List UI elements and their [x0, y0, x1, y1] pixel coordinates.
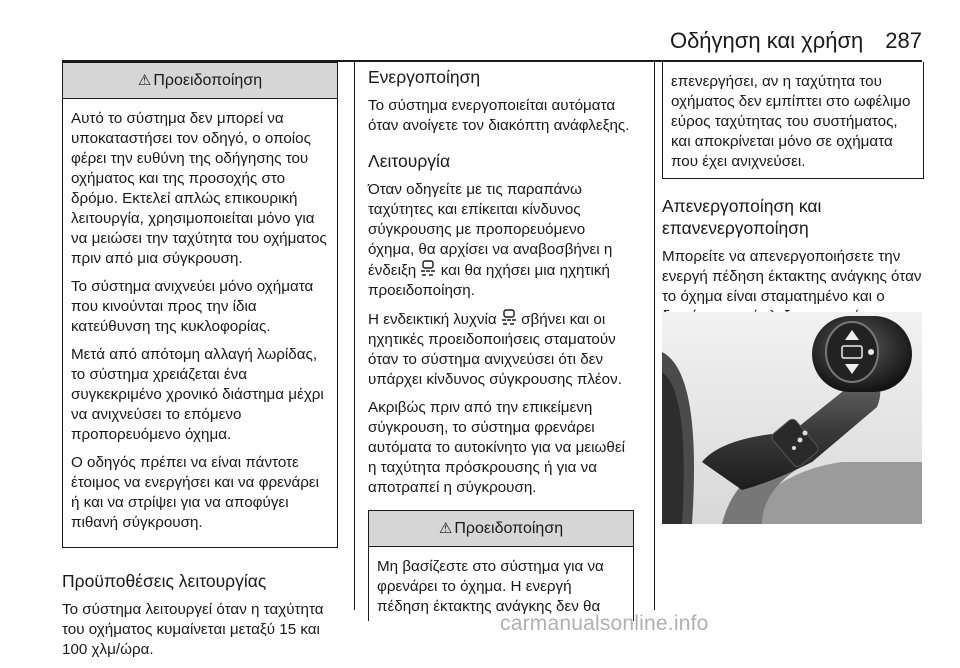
- warning-box: [62, 62, 338, 548]
- text-fragment: Όταν οδηγείτε με τις παραπάνω ταχύτητες και επίκειται κίνδυνος σύγκρουσης με προπορευόμενο όχημα, θα αρχίσει να αναβοσβήνει η ένδειξη: [368, 181, 613, 279]
- text-fragment: σβήνει και οι ηχητικές προειδοποιήσεις σταματούν όταν το σύστημα ανιχνεύσει ότι δεν υπάρχει κίνδυνος σύγκρουσης πλέον.: [368, 311, 622, 388]
- warning-body: [63, 99, 337, 547]
- warning-body: [369, 547, 633, 621]
- body-text: Το σύστημα λειτουργεί όταν η ταχύτητα του οχήματος κυμαίνεται μεταξύ 15 και 100 χλμ/ώρα.: [62, 601, 324, 658]
- warning-box-continued: [662, 62, 924, 179]
- warning-title: Προειδοποίηση: [153, 71, 263, 89]
- body-text: [368, 180, 634, 301]
- column-divider-1: [354, 62, 355, 610]
- section-heading: Ενεργοποίηση: [368, 67, 481, 87]
- warning-paragraph: Ο οδηγός πρέπει να είναι πάντοτε έτοιμος να ενεργήσει και να φρενάρει ή και να στρίψει για να αποφύγει πιθανή σύγκρουση.: [71, 454, 320, 531]
- collision-warning-icon: [420, 260, 436, 278]
- warning-header: [63, 63, 337, 99]
- page-number: 287: [885, 28, 922, 53]
- body-text: Μπορείτε να απενεργοποιήσετε την ενεργή πέδηση έκτακτης ανάγκης όταν το όχημα είναι σταματημένο και ο: [662, 248, 922, 305]
- warning-paragraph: Μη βασίζεστε στο σύστημα για να φρενάρει το όχημα. Η ενεργή πέδηση έκτακτης ανάγκης δεν θα: [377, 558, 604, 615]
- body-text: [368, 309, 634, 390]
- section-title: Οδήγηση και χρήση: [669, 28, 864, 53]
- text-fragment: και θα ηχήσει μια ηχητική προειδοποίηση.: [368, 262, 610, 299]
- stalk-switch-illustration: [662, 312, 922, 524]
- warning-paragraph: Το σύστημα ανιχνεύει μόνο οχήματα που κινούνται προς την ίδια κατεύθυνση της κυκλοφορίας.: [71, 278, 314, 335]
- column-divider-2: [654, 62, 655, 610]
- warning-box: [368, 510, 634, 621]
- warning-triangle-icon: ⚠: [137, 71, 152, 89]
- warning-body: [663, 62, 923, 178]
- column-3: [662, 62, 924, 335]
- text-fragment: Η ενδεικτική λυχνία: [368, 311, 497, 328]
- warning-header: [369, 511, 633, 547]
- warning-triangle-icon: ⚠: [438, 519, 453, 537]
- warning-paragraph: Μετά από απότομη αλλαγή λωρίδας, το σύστημα χρειάζεται ένα συγκεκριμένο χρονικό διάστημα μέχρι να ανιχνεύσει το επόμενο προπορευόμενο όχημα.: [71, 346, 324, 443]
- body-text: Ακριβώς πριν από την επικείμενη σύγκρουση, το σύστημα φρενάρει αυτόματα το αυτοκίνητο για να μειωθεί η ταχύτητα πρόσκρουσης ή για να αποτραπεί η σύγκρουση.: [368, 399, 625, 496]
- body-text: Το σύστημα ενεργοποιείται αυτόματα όταν ανοίγετε τον διακόπτη ανάφλεξης.: [368, 97, 630, 134]
- collision-warning-icon: [501, 309, 517, 327]
- warning-paragraph: επενεργήσει, αν η ταχύτητα του οχήματος δεν εμπίπτει στο ωφέλιμο εύρος ταχύτητας του συστήματος, και αποκρίνεται μόνο σε οχήματα που έχει ανιχνεύσει.: [671, 73, 911, 170]
- column-2: [368, 66, 634, 621]
- column-1: [62, 62, 338, 668]
- warning-title: Προειδοποίηση: [454, 519, 564, 537]
- section-heading: Απενεργοποίηση και επανενεργοποίηση: [662, 196, 822, 238]
- warning-paragraph: Αυτό το σύστημα δεν μπορεί να υποκαταστήσει τον οδηγό, ο οποίος φέρει την ευθύνη της οδήγησης του οχήματος και της προσοχής στο δρόμο. Εκτελεί απλώς επικουρική λειτουργία, χρησιμοποιείται μόνο για να μειώσει την ταχύτητα του οχήματος πριν από μια σύγκρουση.: [71, 110, 327, 267]
- section-heading: Προϋποθέσεις λειτουργίας: [62, 571, 267, 591]
- section-heading: Λειτουργία: [368, 151, 451, 171]
- stalk-switch-photo: [662, 312, 922, 524]
- page-header: [670, 28, 922, 54]
- watermark: carmanualsonline.info: [500, 612, 709, 635]
